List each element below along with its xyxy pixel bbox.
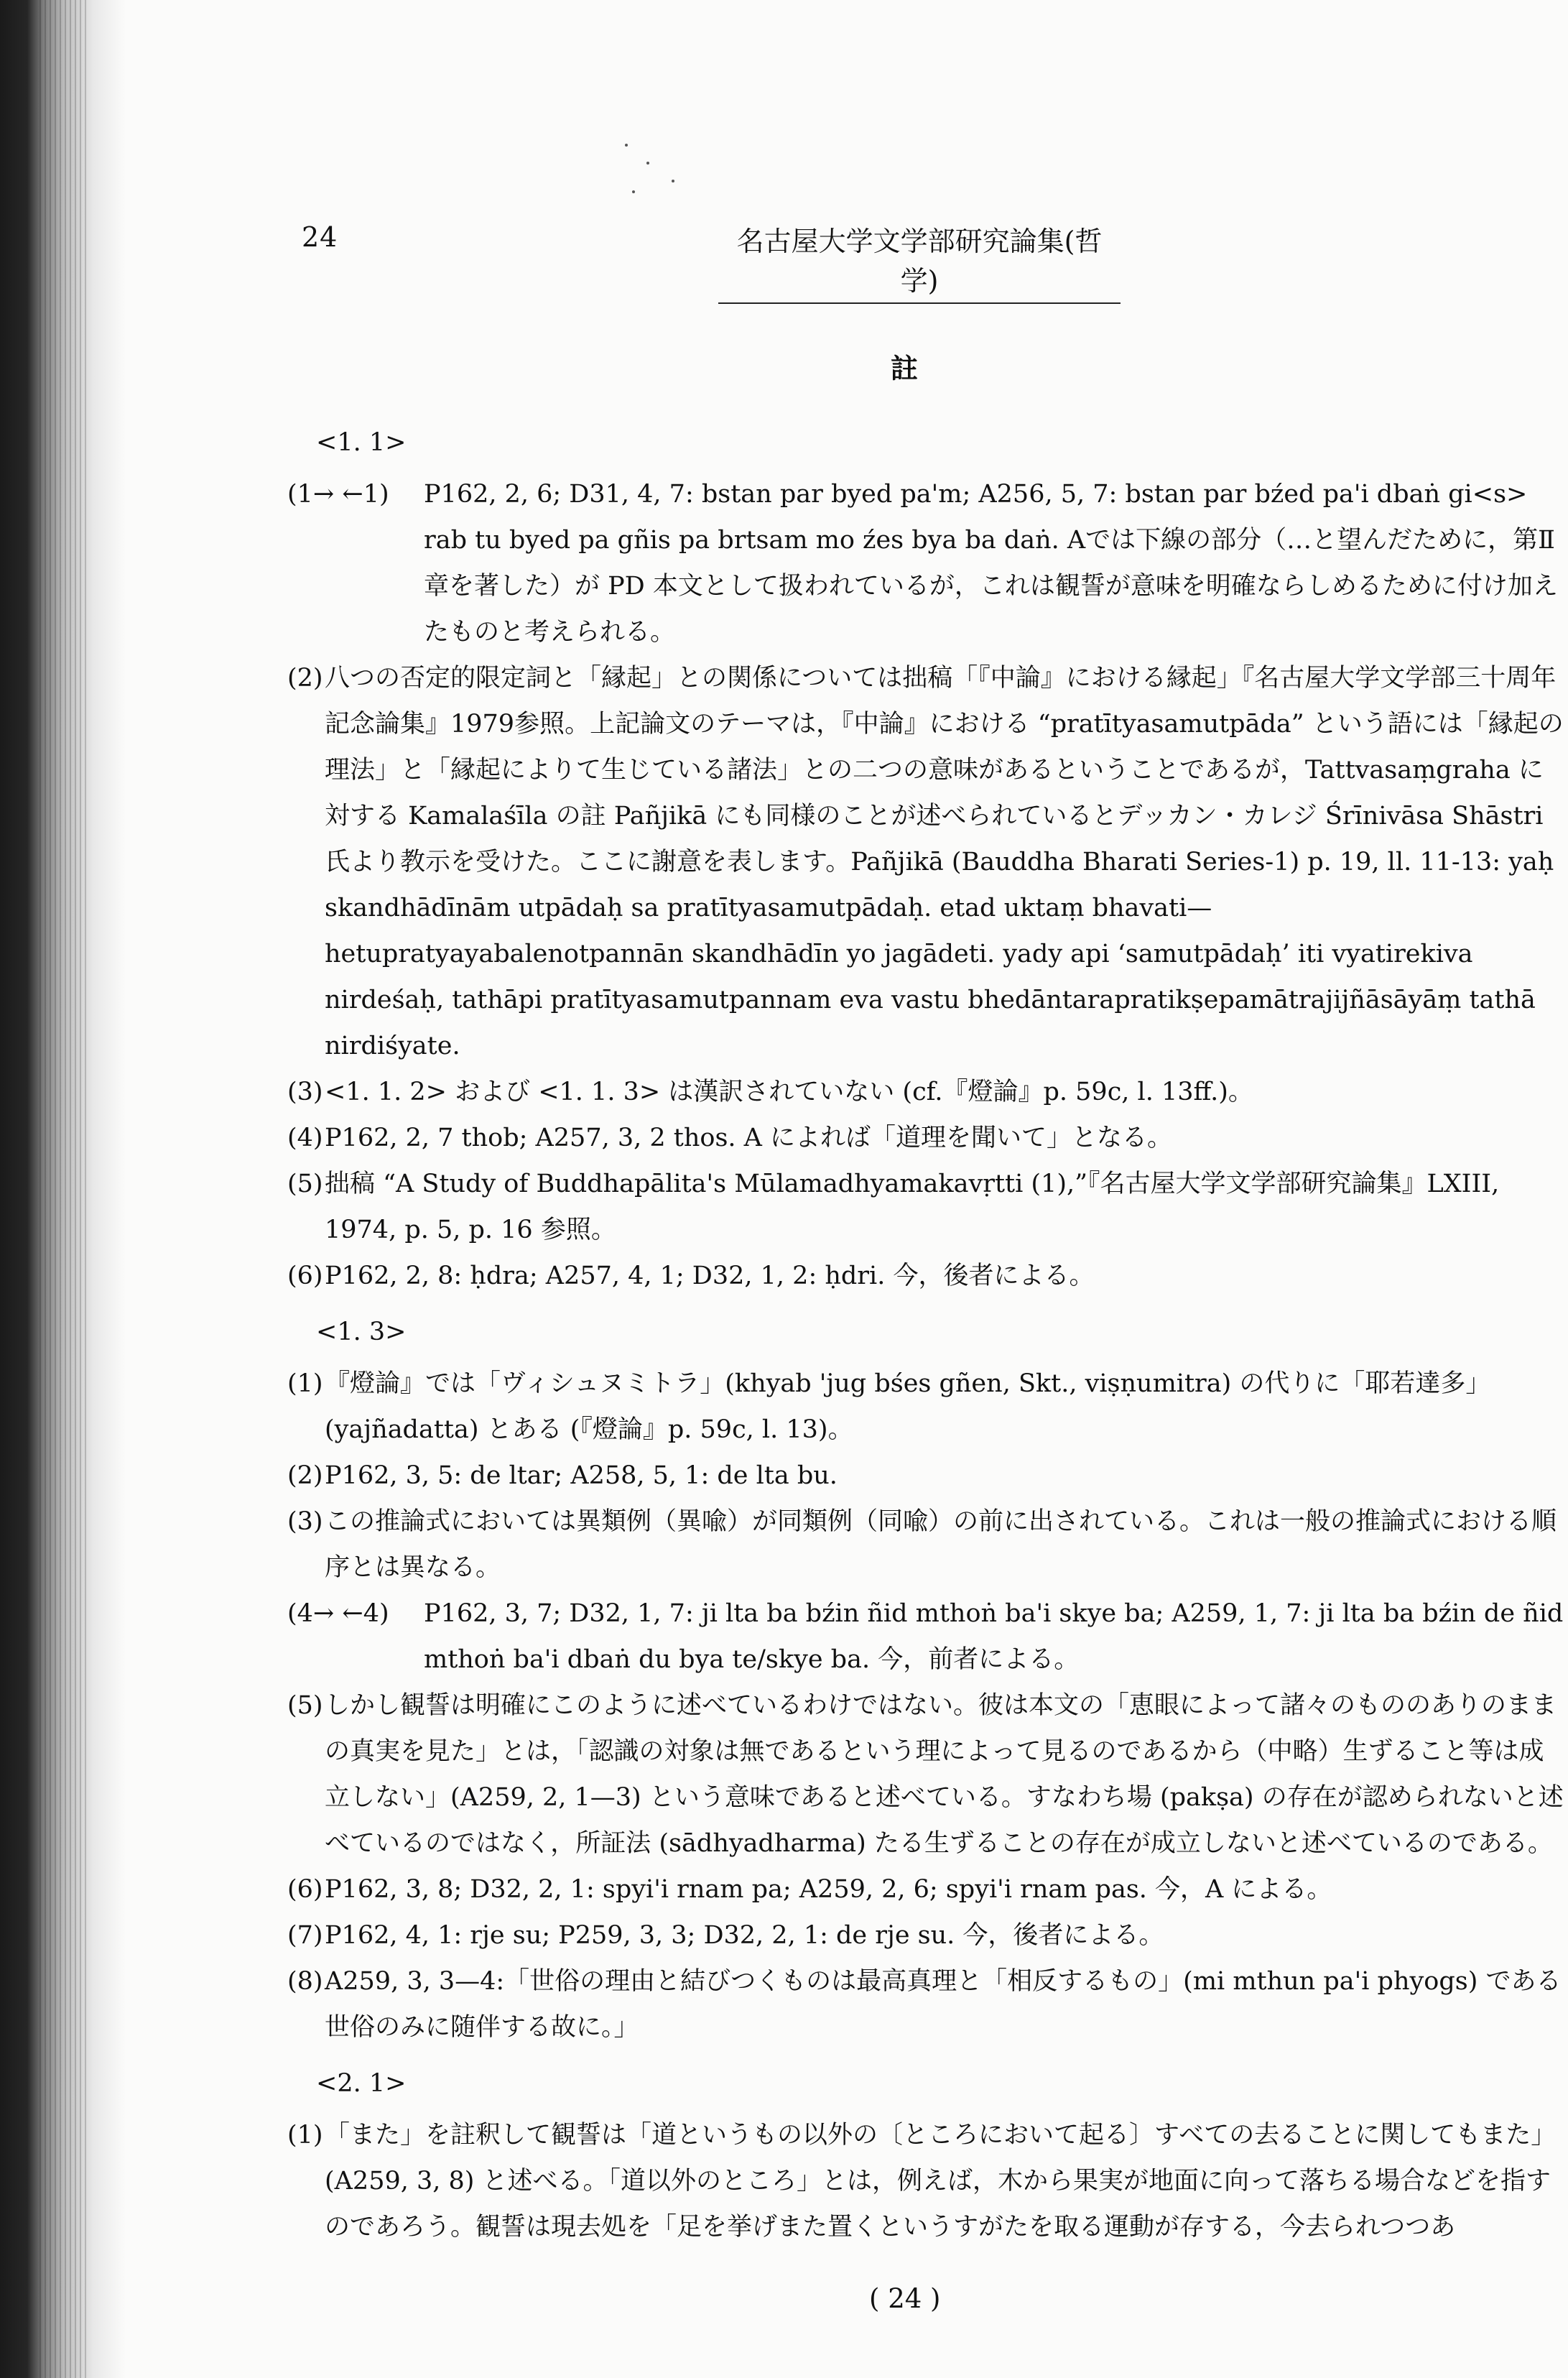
note-item (287, 1453, 1566, 1499)
note-text: しかし観誓は明確にこのように述べているわけではない。彼は本文の「恵眼によって諸々のもののありのままの真実を見た」とは，「認識の対象は無であるという理によって見るのであるから（中略）生ずること等は成立しない」(A259, 2, 1—3) という意味であると述べている。すなわち場 (pakṣa) の存在が認められないと述べているのではなく，所証法 (sādhyadharma) たる生ずることの存在が成立しないと述べているのである。 (325, 1691, 1564, 1858)
note-number: (7) (287, 1921, 323, 1950)
note-item (287, 1115, 1566, 1161)
section-label: <1. 3> (316, 1318, 407, 1346)
note-number: (8) (287, 1967, 323, 1996)
note-item (287, 1958, 1566, 2050)
note-number: (6) (287, 1875, 323, 1904)
notes-content (287, 410, 1566, 2250)
note-number: (1) (287, 2121, 323, 2150)
note-text: 八つの否定的限定詞と「縁起」との関係については拙稿「『中論』における縁起」『名古屋大学文学部三十周年記念論集』1979参照。上記論文のテーマは，『中論』における “pratītyasamutpāda” という語には「縁起の理法」と「縁起によりて生じている諸法」との二つの意味があるということであるが，Tattvasaṃgraha に対する Kamalaśīla の註 Pañjikā にも同様のことが述べられているとデッカン・カレジ Śrīnivāsa Shāstri 氏より教示を受けた。ここに謝意を表します。Pañjikā (Bauddha Bharati Series-1) p. 19, ll. 11-13: yaḥ skandhādīnām utpādaḥ sa pratītyasamutpādaḥ. etad uktaṃ bhavati—hetupratyayabalenotpannān skandhādīn yo jagādeti. yady api ‘samutpādaḥ’ iti vyatirekiva nirdeśaḥ, tathāpi pratītyasamutpannam eva vastu bhedāntarapratikṣepamātrajijñāsāyāṃ tathā nirdiśyate. (325, 664, 1564, 1060)
note-item (287, 1591, 1566, 1683)
note-text: P162, 3, 5: de ltar; A258, 5, 1: de lta bu. (325, 1461, 838, 1490)
note-item (287, 1161, 1566, 1253)
note-number: (2) (287, 664, 323, 693)
note-item (287, 471, 1566, 655)
scan-binding-edge (0, 0, 126, 2378)
scan-speck (646, 162, 649, 165)
note-number: (4→ ←4) (287, 1599, 389, 1628)
note-text: <1. 1. 2> および <1. 1. 3> は漢訳されていない (cf.『燈論』p. 59c, l. 13ff.)。 (325, 1078, 1253, 1106)
note-text: P162, 3, 7; D32, 1, 7: ji lta ba bźin ñid mthoṅ ba'i skye ba; A259, 1, 7: ji lta ba bźin de ñid mthoṅ ba'i dbaṅ du bya te/skye ba. 今，前者による。 (424, 1599, 1564, 1674)
note-text: P162, 4, 1: rje su; P259, 3, 3; D32, 2, 1: de rje su. 今，後者による。 (325, 1921, 1164, 1950)
note-number: (6) (287, 1262, 323, 1290)
note-number: (3) (287, 1078, 323, 1106)
note-item (287, 1912, 1566, 1958)
note-text: 『燈論』では「ヴィシュヌミトラ」(khyab 'jug bśes gñen, Skt., viṣṇumitra) の代りに「耶若達多」(yajñadatta) とある (『燈論』p. 59c, l. 13)。 (325, 1369, 1491, 1444)
note-text: P162, 3, 8; D32, 2, 1: spyi'i rnam pa; A259, 2, 6; spyi'i rnam pas. 今，A による。 (325, 1875, 1332, 1904)
note-item (287, 1069, 1566, 1115)
scan-speck (625, 144, 628, 147)
note-text: P162, 2, 8: ḥdra; A257, 4, 1; D32, 1, 2: ḥdri. 今，後者による。 (325, 1262, 1095, 1290)
page-number: 24 (302, 221, 338, 253)
note-item (287, 1253, 1566, 1299)
note-item (287, 1683, 1566, 1866)
note-item (287, 1866, 1566, 1912)
journal-title: 名古屋大学文学部研究論集(哲学) (718, 219, 1121, 304)
note-number: (5) (287, 1691, 323, 1720)
scan-speck (672, 180, 674, 182)
note-item (287, 2112, 1566, 2250)
note-text: A259, 3, 3—4:「世俗の理由と結びつくものは最高真理と「相反するもの」(mi mthun pa'i phyogs) である世俗のみに随伴する故に。」 (325, 1967, 1562, 2042)
note-text: P162, 2, 7 thob; A257, 3, 2 thos. A によれば「道理を聞いて」となる。 (325, 1124, 1173, 1152)
section-label: <1. 1> (316, 428, 407, 457)
note-number: (1→ ←1) (287, 480, 389, 509)
note-text: P162, 2, 6; D31, 4, 7: bstan par byed pa'm; A256, 5, 7: bstan par bźed pa'i dbaṅ gi<s> rab tu byed pa gñis pa brtsam mo źes bya ba daṅ. Aでは下線の部分（…と望んだために，第Ⅱ章を著した）が PD 本文として扱われているが，これは観誓が意味を明確ならしめるために付け加えたものと考えられる。 (424, 480, 1558, 647)
note-item (287, 655, 1566, 1069)
note-item (287, 1361, 1566, 1453)
notes-heading: 註 (891, 352, 919, 384)
note-text: 拙稿 “A Study of Buddhapālita's Mūlamadhyamakavṛtti (1),”『名古屋大学文学部研究論集』LXIII, 1974, p. 5, p. 16 参照。 (325, 1170, 1500, 1244)
scan-speck (632, 190, 635, 193)
note-item (287, 1499, 1566, 1591)
note-text: この推論式においては異類例（異喩）が同類例（同喩）の前に出されている。これは一般の推論式における順序とは異なる。 (325, 1507, 1557, 1582)
note-number: (5) (287, 1170, 323, 1198)
section-label: <2. 1> (316, 2069, 407, 2098)
note-number: (4) (287, 1124, 323, 1152)
note-text: 「また」を註釈して観誓は「道というもの以外の〔ところにおいて起る〕すべての去ることに関してもまた」(A259, 3, 8) と述べる。「道以外のところ」とは，例えば，木から果実が地面に向って落ちる場合などを指すのであろう。観誓は現去処を「足を挙げまた置くというすがたを取る運動が存する，今去られつつあ (325, 2121, 1557, 2241)
footer-page-label: ( 24 ) (869, 2283, 941, 2314)
note-number: (1) (287, 1369, 323, 1398)
note-number: (2) (287, 1461, 323, 1490)
note-number: (3) (287, 1507, 323, 1536)
